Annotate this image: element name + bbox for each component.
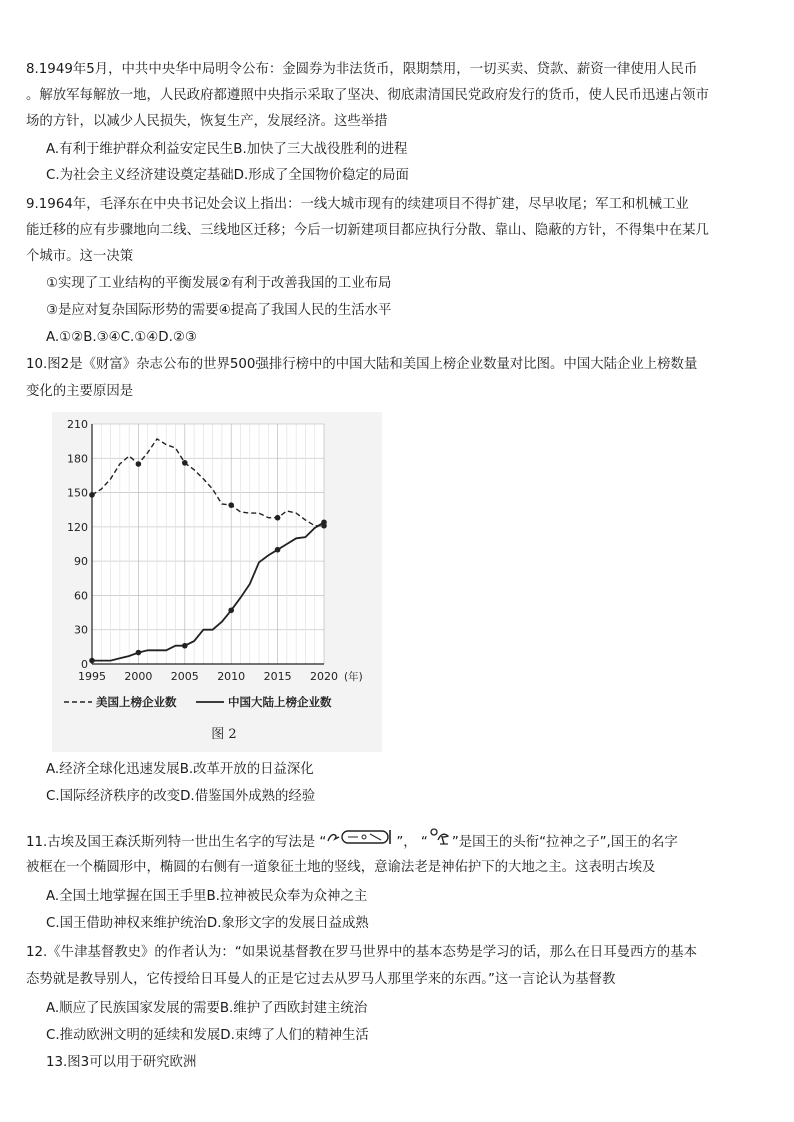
data-point bbox=[136, 650, 142, 656]
q8-stem-line3: 场的方针，以减少人民损失，恢复生产，发展经济。这些举措 bbox=[26, 114, 388, 129]
q12-stem-line1: 12.《牛津基督教史》的作者认为：“如果说基督教在罗马世界中的基本态势是学习的话，那么在日耳曼西方的基本 bbox=[26, 945, 697, 960]
q9-items-12: ①实现了工业结构的平衡发展②有利于改善我国的工业布局 bbox=[46, 276, 392, 291]
y-tick-label: 150 bbox=[67, 486, 88, 500]
q11-stem-line1 bbox=[26, 828, 774, 856]
q11-text-b: 是国王的头衔“拉神之子”,国王的名字 bbox=[458, 835, 678, 850]
q9-stem-line3: 个城市。这一决策 bbox=[26, 249, 134, 264]
close-quote: ” bbox=[396, 835, 404, 850]
duck-sun-glyph-icon bbox=[428, 828, 452, 856]
q12-options-ab: A.顺应了民族国家发展的需要B.维护了西欧封建主统治 bbox=[46, 1001, 368, 1016]
data-point bbox=[182, 643, 188, 649]
data-point bbox=[321, 519, 327, 525]
figure-2-chart bbox=[52, 412, 382, 752]
q11-separator: ， bbox=[403, 835, 417, 850]
q13-stem-line1: 13.图3可以用于研究欧洲 bbox=[46, 1055, 197, 1070]
figure-caption: 图 2 bbox=[211, 727, 237, 742]
y-tick-label: 210 bbox=[67, 418, 88, 431]
q12-stem-line2: 态势就是教导别人，它传授给日耳曼人的正是它过去从罗马人那里学来的东西。”这一言论认为基督教 bbox=[26, 972, 616, 987]
y-tick-label: 0 bbox=[81, 658, 88, 671]
open-quote: “ bbox=[319, 835, 327, 850]
q8-stem-line2: 。解放军每解放一地，人民政府都遵照中央指示采取了坚决、彻底肃清国民党政府发行的货币，使人民币迅速占领市 bbox=[26, 88, 709, 103]
q11-text-a: 11.古埃及国王森沃斯列特一世出生名字的写法是 bbox=[26, 835, 316, 850]
data-point bbox=[136, 461, 142, 467]
q9-options: A.①②B.③④C.①④D.②③ bbox=[46, 330, 197, 345]
x-tick-label: 2020 bbox=[310, 670, 338, 683]
q10-options-ab: A.经济全球化迅速发展B.改革开放的日益深化 bbox=[46, 762, 314, 777]
data-point bbox=[275, 515, 281, 521]
y-tick-label: 180 bbox=[67, 452, 88, 466]
q11-options-ab: A.全国土地掌握在国王手里B.拉神被民众奉为众神之主 bbox=[46, 889, 368, 904]
data-point bbox=[182, 460, 188, 466]
y-tick-label: 120 bbox=[67, 520, 88, 534]
line-chart-svg bbox=[52, 412, 382, 752]
q9-stem-line1: 9.1964年，毛泽东在中央书记处会议上指出：一线大城市现有的续建项目不得扩建，尽早收尾；军工和机械工业 bbox=[26, 197, 689, 212]
q10-stem-line1: 10.图2是《财富》杂志公布的世界500强排行榜中的中国大陆和美国上榜企业数量对比图。中国大陆企业上榜数量 bbox=[26, 357, 698, 372]
data-point bbox=[228, 607, 234, 613]
q10-options-cd: C.国际经济秩序的改变D.借鉴国外成熟的经验 bbox=[46, 789, 316, 804]
y-tick-label: 30 bbox=[74, 623, 88, 637]
open-quote-2: “ bbox=[420, 835, 428, 850]
x-axis-unit: (年) bbox=[344, 671, 363, 683]
plot-area bbox=[92, 424, 324, 664]
q9-stem-line2: 能迁移的应有步骤地向二线、三线地区迁移；今后一切新建项目都应执行分散、靠山、隐蔽的方针，不得集中在某几 bbox=[26, 223, 709, 238]
q8-stem-line1: 8.1949年5月，中共中央华中局明令公布：金圆券为非法货币，限期禁用，一切买卖、贷款、薪资一律使用人民币 bbox=[26, 62, 698, 77]
data-point bbox=[228, 502, 234, 508]
q12-options-cd: C.推动欧洲文明的延续和发展D.束缚了人们的精神生活 bbox=[46, 1028, 369, 1043]
x-tick-label: 1995 bbox=[78, 670, 106, 683]
q10-stem-line2: 变化的主要原因是 bbox=[26, 384, 134, 399]
q8-options-cd: C.为社会主义经济建设奠定基础D.形成了全国物价稳定的局面 bbox=[46, 168, 409, 183]
x-tick-label: 2000 bbox=[124, 670, 153, 683]
q8-options-ab: A.有利于维护群众利益安定民生B.加快了三大战役胜利的进程 bbox=[46, 142, 408, 157]
q11-stem-line2: 被框在一个椭圆形中，椭圆的右侧有一道象征土地的竖线，意谕法老是神佑护下的大地之主。这表明古埃及 bbox=[26, 860, 656, 875]
q9-items-34: ③是应对复杂国际形势的需要④提高了我国人民的生活水平 bbox=[46, 303, 392, 318]
x-tick-label: 2015 bbox=[263, 670, 292, 683]
cartouche-glyph-icon bbox=[326, 828, 396, 856]
y-tick-label: 60 bbox=[74, 589, 88, 603]
data-point bbox=[275, 547, 281, 553]
legend-label-china: 中国大陆上榜企业数 bbox=[228, 695, 332, 709]
legend-label-usa: 美国上榜企业数 bbox=[96, 695, 177, 709]
y-tick-label: 90 bbox=[74, 555, 88, 569]
close-quote-2: ” bbox=[451, 835, 459, 850]
data-point bbox=[89, 658, 95, 664]
data-point bbox=[89, 492, 95, 498]
q11-options-cd: C.国王借助神权来维护统治D.象形文字的发展日益成熟 bbox=[46, 916, 369, 931]
x-tick-label: 2005 bbox=[170, 670, 199, 683]
x-tick-label: 2010 bbox=[217, 670, 246, 683]
